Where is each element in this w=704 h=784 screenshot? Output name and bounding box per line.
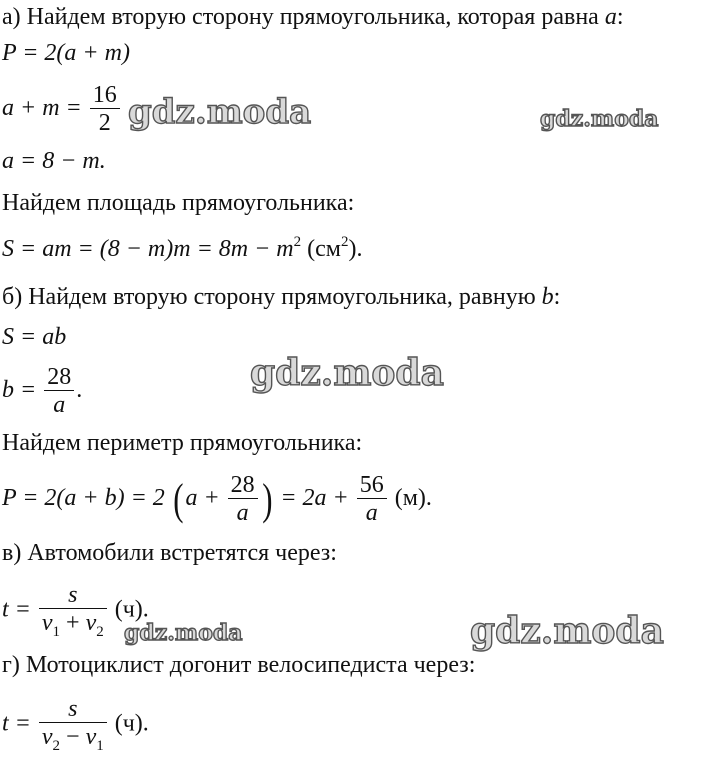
fraction	[44, 364, 74, 419]
op: −	[60, 724, 86, 750]
part-b-intro	[2, 282, 560, 312]
fraction	[39, 696, 107, 754]
op: +	[60, 610, 86, 636]
lhs: a + m =	[2, 95, 88, 122]
a-result: a = 8 − m.	[2, 148, 106, 174]
watermark: gdz.moda	[124, 620, 243, 646]
inner: a +	[185, 485, 226, 512]
var-b: b	[541, 284, 554, 310]
text: б) Найдем вторую сторону прямоугольника, равную	[2, 284, 542, 310]
var-a: a	[604, 4, 617, 30]
v-a: v	[41, 610, 53, 636]
unit: (ч).	[108, 710, 149, 737]
denominator	[39, 722, 107, 754]
watermark: gdz.moda	[470, 610, 664, 652]
denominator: a	[357, 498, 387, 527]
denominator: 2	[90, 108, 120, 137]
part-a-intro	[2, 2, 624, 32]
v-a: v	[41, 724, 53, 750]
part-g-intro: г) Мотоциклист догонит велосипедиста через:	[2, 652, 476, 678]
unit-end: ).	[348, 236, 363, 262]
formula: S = am = (8 − m)m = 8m − m	[2, 236, 294, 262]
denominator: a	[228, 498, 258, 527]
denominator: a	[44, 390, 74, 419]
numerator: 56	[359, 472, 384, 498]
numerator: s	[68, 582, 78, 608]
left-paren: (	[172, 474, 184, 524]
numerator: s	[68, 696, 78, 722]
sub-a: 2	[52, 738, 61, 754]
text: а) Найдем вторую сторону прямоугольника, которая равна	[2, 4, 605, 30]
unit: (см	[301, 236, 341, 262]
a-plus-m-equation	[2, 82, 122, 137]
colon: :	[553, 284, 561, 310]
unit: (ч).	[108, 596, 149, 623]
colon: :	[616, 4, 624, 30]
t2-formula	[2, 696, 149, 754]
part-v-intro: в) Автомобили встретятся через:	[2, 540, 337, 566]
unit: (м).	[388, 485, 432, 512]
watermark: gdz.moda	[250, 352, 444, 394]
s-equals-ab: S = ab	[2, 324, 67, 350]
unit-exponent: 2	[340, 234, 349, 250]
perimeter-formula-2	[2, 472, 432, 527]
lhs: t =	[2, 596, 37, 623]
area-formula	[2, 234, 362, 267]
middle: = 2a +	[274, 485, 355, 512]
v-b: v	[85, 610, 97, 636]
numerator: 28	[47, 364, 72, 390]
denominator	[39, 608, 107, 640]
right-paren: )	[261, 474, 273, 524]
fraction-2	[357, 472, 387, 527]
b-equation	[2, 364, 82, 419]
perimeter-intro: Найдем периметр прямоугольника:	[2, 430, 363, 456]
numerator: 16	[92, 82, 117, 108]
numerator: 28	[230, 472, 255, 498]
exponent: 2	[293, 234, 302, 250]
fraction	[90, 82, 120, 137]
v-b: v	[85, 724, 97, 750]
fraction	[39, 582, 107, 640]
area-intro: Найдем площадь прямоугольника:	[2, 190, 355, 216]
fraction-1	[228, 472, 258, 527]
perimeter-formula: P = 2(a + m)	[2, 40, 130, 66]
watermark: gdz.moda	[128, 92, 312, 132]
lhs: b =	[2, 377, 43, 404]
lhs: P = 2(a + b) = 2	[2, 485, 171, 512]
watermark: gdz.moda	[540, 106, 659, 132]
dot: .	[76, 377, 83, 404]
lhs: t =	[2, 710, 37, 737]
sub-b: 1	[96, 738, 104, 754]
sub-b: 2	[96, 624, 104, 640]
sub-a: 1	[52, 624, 61, 640]
